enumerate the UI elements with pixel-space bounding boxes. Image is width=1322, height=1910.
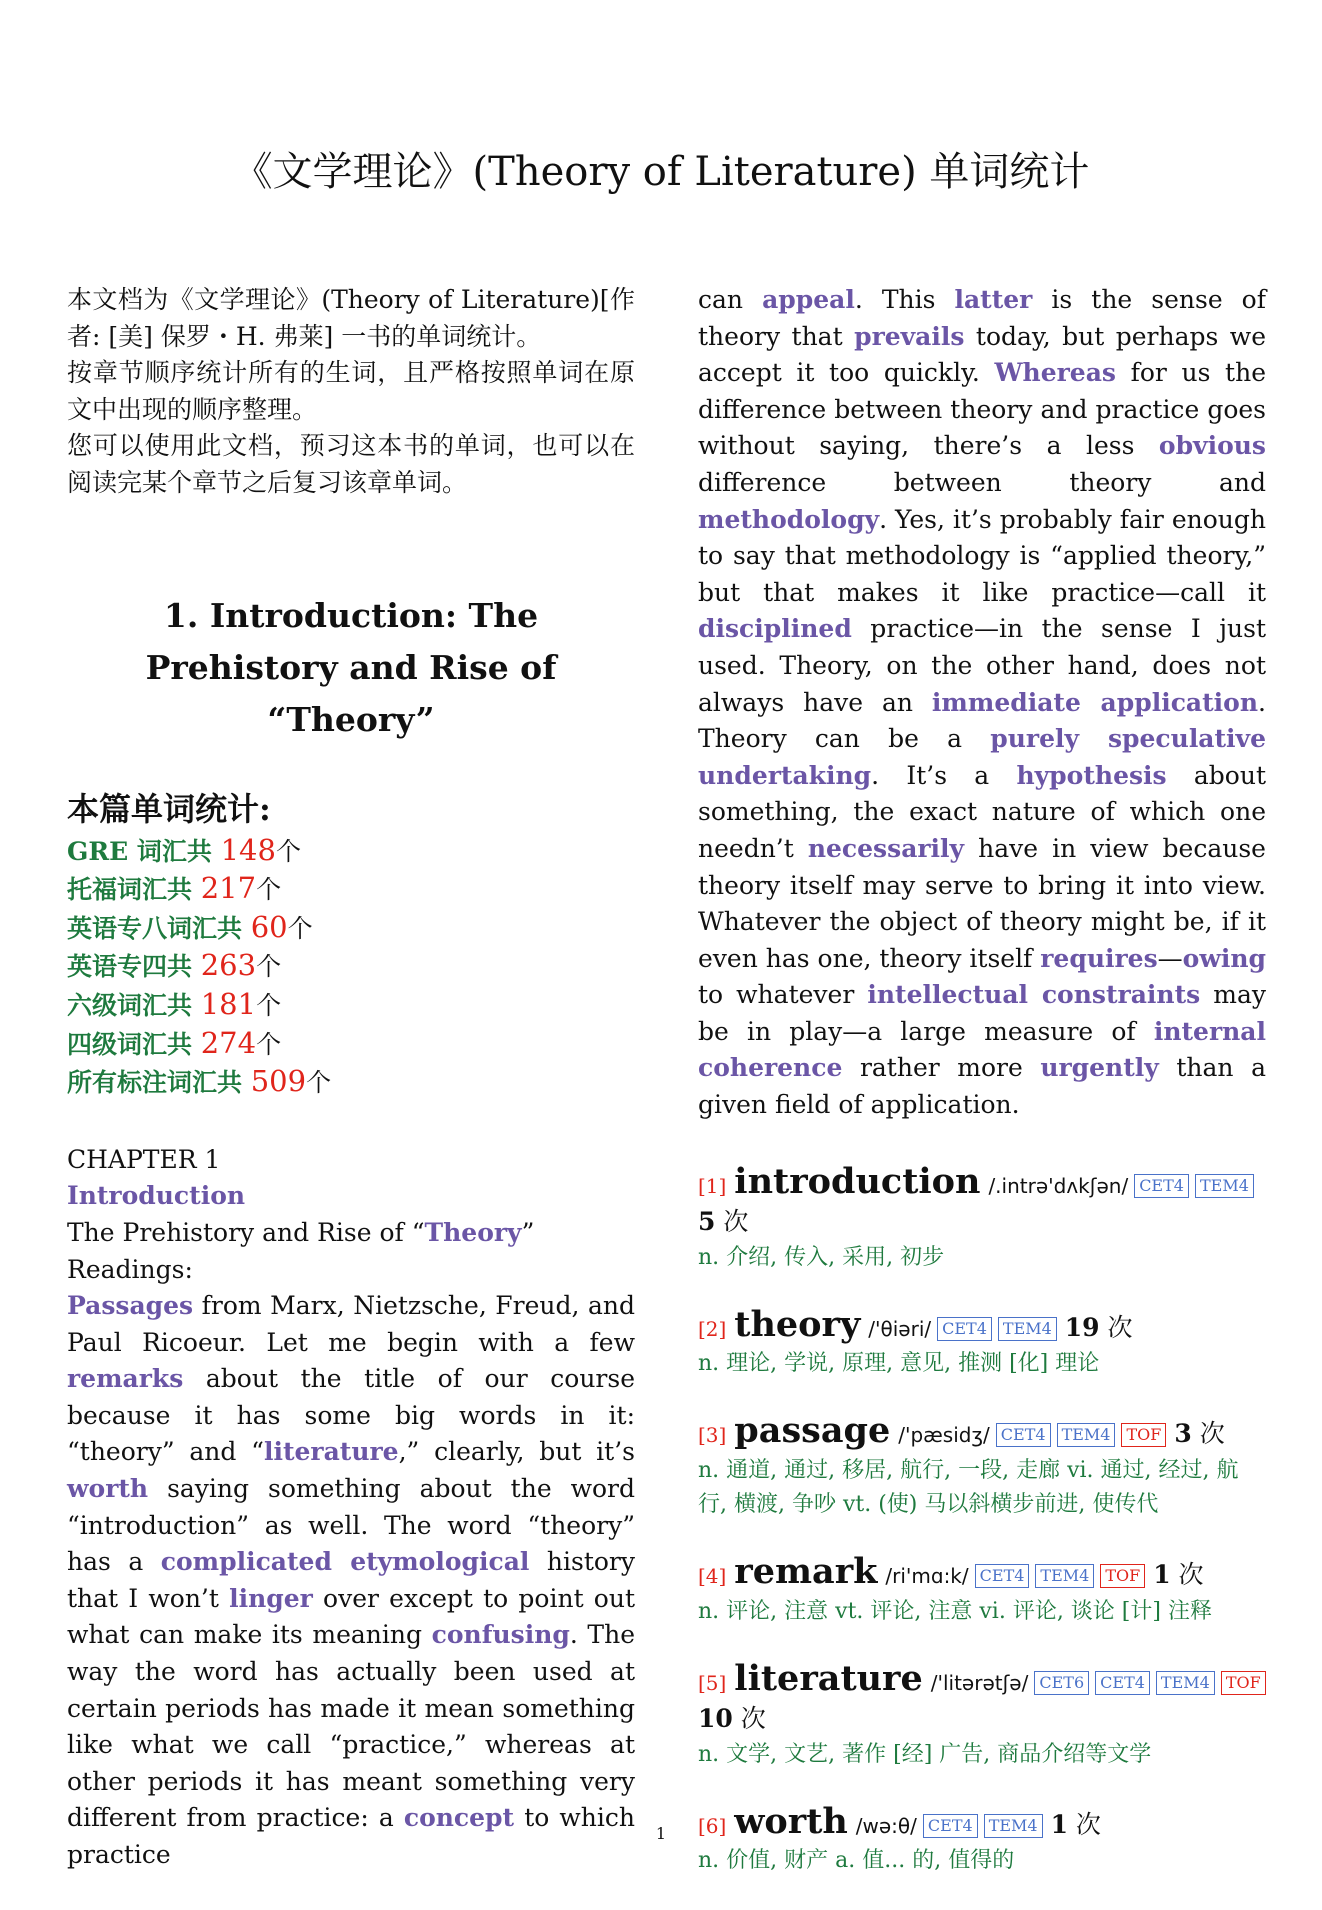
passage-text: today, but perhaps we accept it too quickly.: [698, 321, 1266, 388]
vocab-word: introduction: [734, 1160, 981, 1202]
passage-left: [67, 1288, 635, 1874]
vocab-word: remark: [734, 1551, 878, 1593]
section-heading: 1. Introduction: The Prehistory and Rise of “Theory”: [145, 595, 557, 739]
passage-right: [698, 282, 1266, 1124]
stat-row: [67, 1063, 635, 1102]
vocab-count: 5: [698, 1207, 716, 1237]
vocab-index: [5]: [698, 1670, 727, 1695]
passage-text: over except to point out what can make its meaning: [67, 1583, 636, 1650]
vocab-word: passage: [734, 1410, 891, 1452]
vocab-definition: n. 通道, 通过, 移居, 航行, 一段, 走廊 vi. 通过, 经过, 航行, 横渡, 争吵 vt. (使) 马以斜横步前进, 使传代: [698, 1458, 1239, 1518]
vocab-definition: n. 文学, 文艺, 著作 [经] 广告, 商品介绍等文学: [698, 1741, 1152, 1767]
vocab-tag: TOF: [1221, 1671, 1266, 1695]
passage-text: . It’s a: [871, 760, 1017, 790]
vocab-count-unit: 次: [740, 1704, 766, 1734]
vocab-word: worth: [734, 1800, 848, 1842]
vocab-entry: [698, 1551, 1266, 1629]
highlighted-word: Passages: [67, 1291, 194, 1321]
vocab-head: [698, 1160, 1266, 1241]
passage-text: history that I won’t: [67, 1547, 635, 1613]
highlighted-word: concept: [403, 1803, 515, 1833]
stat-unit: 个: [306, 1068, 332, 1098]
vocab-tag: TEM4: [1195, 1174, 1254, 1198]
highlighted-word: prevails: [854, 321, 965, 351]
stat-label: 托福词汇共: [67, 875, 201, 905]
vocab-tag: CET6: [1034, 1671, 1089, 1695]
highlighted-word: methodology: [698, 504, 880, 534]
highlighted-word: latter: [954, 285, 1033, 314]
stat-label: 英语专八词汇共: [67, 913, 251, 943]
stat-count: 263: [200, 948, 257, 983]
stat-row: [67, 986, 635, 1025]
stat-label: 六级词汇共: [67, 990, 201, 1020]
passage-text: about something, the exact nature of which one needn’t: [698, 760, 1266, 863]
passage-text: . This: [854, 285, 955, 314]
vocab-head: [698, 1303, 1266, 1348]
vocab-list: [698, 1160, 1266, 1879]
highlighted-word: internal coherence: [698, 1016, 1266, 1083]
passage-text: may be in play—a large measure of: [698, 980, 1267, 1046]
right-column: [698, 282, 1266, 1910]
passage-text: to which practice: [67, 1803, 635, 1869]
vocab-tag: TEM4: [1057, 1423, 1116, 1447]
highlighted-word: urgently: [1040, 1053, 1159, 1083]
vocab-tag: TEM4: [998, 1317, 1057, 1341]
passage-text: . Theory can be a: [698, 687, 1266, 754]
passage-text: —: [1157, 943, 1183, 973]
vocab-phonetic: /'pæsidʒ/: [898, 1423, 990, 1448]
vocab-entry: [698, 1160, 1266, 1275]
passage-text: have in view because theory itself may serve to bring it into view. Whatever the object of theory might be, if it even has one, theory itself: [698, 833, 1266, 973]
vocab-tag: CET4: [975, 1564, 1030, 1588]
passage-text: to whatever: [698, 980, 868, 1010]
vocab-word: theory: [734, 1303, 861, 1345]
vocab-index: [4]: [698, 1564, 727, 1589]
stat-row: [67, 909, 635, 948]
stat-unit: 个: [256, 1029, 282, 1059]
stat-unit: 个: [275, 836, 301, 866]
vocab-count-unit: 次: [723, 1207, 749, 1237]
highlighted-word: necessarily: [807, 833, 965, 863]
stat-count: 274: [200, 1025, 257, 1060]
left-column: [67, 282, 635, 1874]
chapter-name: Introduction: [67, 1181, 246, 1211]
stat-row: [67, 832, 635, 871]
vocab-phonetic: /'θiəri/: [868, 1316, 932, 1341]
vocab-count: 1: [1153, 1560, 1171, 1590]
highlighted-word: immediate application: [931, 687, 1259, 717]
vocab-index: [2]: [698, 1316, 727, 1341]
vocab-definition: n. 评论, 注意 vt. 评论, 注意 vi. 评论, 谈论 [计] 注释: [698, 1598, 1212, 1624]
passage-text: rather more: [842, 1053, 1041, 1083]
stat-label: 所有标注词汇共: [67, 1068, 251, 1098]
vocab-tag: CET4: [1134, 1174, 1189, 1198]
highlighted-word: literature: [263, 1437, 399, 1467]
highlighted-word: worth: [67, 1474, 149, 1504]
highlighted-word: remarks: [67, 1364, 184, 1394]
intro-paragraph: 您可以使用此文档，预习这本书的单词，也可以在阅读完某个章节之后复习该章单词。: [67, 431, 635, 497]
stat-unit: 个: [256, 875, 282, 905]
vocab-tag: CET4: [996, 1423, 1051, 1447]
highlighted-word: Whereas: [994, 358, 1116, 388]
vocab-entry: [698, 1410, 1266, 1522]
passage-text: from Marx, Nietzsche, Freud, and Paul Ricoeur.: [67, 1291, 635, 1357]
vocab-count: 3: [1174, 1419, 1192, 1449]
vocab-tag: CET4: [937, 1317, 992, 1341]
vocab-tag: TOF: [1121, 1423, 1166, 1447]
vocab-tag: TEM4: [1156, 1671, 1215, 1695]
stat-count: 181: [200, 986, 257, 1021]
stat-count: 148: [220, 832, 276, 867]
intro-paragraph: 按章节顺序统计所有的生词，且严格按照单词在原文中出现的顺序整理。: [67, 358, 635, 424]
chapter-label: CHAPTER 1: [67, 1144, 221, 1174]
vocab-count-unit: 次: [1107, 1312, 1133, 1342]
stats-title: 本篇单词统计:: [67, 789, 271, 828]
vocab-count: 1: [1050, 1809, 1068, 1839]
stat-count: 60: [250, 909, 288, 944]
vocab-head: [698, 1551, 1266, 1595]
passage-text: can: [698, 285, 763, 314]
passage-text: is the sense of theory that: [698, 285, 1266, 351]
stat-label: GRE 词汇共: [67, 836, 221, 866]
passage-text: practice—in the sense I just used. Theory, on the other hand, does not always have an: [698, 614, 1266, 717]
stat-label: 四级词汇共: [67, 1029, 201, 1059]
vocab-index: [6]: [698, 1813, 727, 1838]
stat-unit: 个: [287, 913, 313, 943]
vocab-definition: n. 介绍, 传入, 采用, 初步: [698, 1244, 945, 1270]
highlighted-word: obvious: [1158, 431, 1266, 461]
highlighted-word: hypothesis: [1016, 760, 1167, 790]
stat-row: [67, 947, 635, 986]
intro-block: [67, 282, 635, 502]
stat-label: 英语专四共: [67, 952, 201, 982]
vocab-phonetic: /'litərətʃə/: [930, 1670, 1029, 1695]
stat-row: [67, 870, 635, 909]
highlighted-word: purely speculative undertaking: [698, 724, 1266, 790]
highlighted-word: owing: [1182, 943, 1267, 973]
stats-list: [67, 832, 635, 1102]
stat-unit: 个: [256, 990, 282, 1020]
vocab-index: [3]: [698, 1423, 727, 1448]
passage-text: than a given field of application.: [698, 1053, 1267, 1120]
stat-row: [67, 1025, 635, 1064]
passage-text: about the title of our course because it has some big words in it: “theory” and “: [67, 1364, 635, 1467]
highlighted-word: linger: [229, 1583, 313, 1613]
document-title: 《文学理论》(Theory of Literature) 单词统计: [232, 149, 1090, 195]
passage-text: difference between theory and: [698, 467, 1266, 497]
vocab-phonetic: /wə:θ/: [855, 1813, 917, 1838]
highlighted-word: disciplined: [698, 614, 852, 644]
vocab-definition: n. 理论, 学说, 原理, 意见, 推测 [化] 理论: [698, 1351, 1100, 1377]
highlighted-word: appeal: [762, 285, 855, 314]
vocab-tag: TEM4: [984, 1814, 1043, 1838]
vocab-definition: n. 价值, 财产 a. 值... 的, 值得的: [698, 1848, 1015, 1874]
stat-count: 509: [250, 1064, 307, 1099]
vocab-tag: TEM4: [1035, 1564, 1094, 1588]
vocab-count-unit: 次: [1075, 1809, 1101, 1839]
vocab-count: 19: [1064, 1312, 1100, 1342]
stat-count: 217: [200, 871, 257, 906]
stat-unit: 个: [256, 952, 282, 982]
highlighted-word: confusing: [431, 1620, 570, 1650]
vocab-count-unit: 次: [1178, 1560, 1204, 1590]
page-number: 1: [655, 1824, 667, 1843]
vocab-tag: TOF: [1100, 1564, 1145, 1588]
passage-text: Let me begin with a few: [266, 1327, 635, 1357]
passage-text: . Yes, it’s probably fair enough to say that methodology is “applied theory,” but that makes it like practice—call it: [698, 504, 1266, 607]
highlighted-word: complicated etymological: [160, 1547, 530, 1577]
vocab-phonetic: /ri'mɑ:k/: [885, 1564, 969, 1589]
chapter-block: [67, 1142, 635, 1874]
vocab-count: 10: [698, 1704, 733, 1734]
vocab-head: [698, 1657, 1266, 1738]
vocab-tag: CET4: [923, 1814, 978, 1838]
vocab-index: [1]: [698, 1173, 727, 1198]
vocab-head: [698, 1410, 1266, 1454]
vocab-entry: [698, 1657, 1266, 1772]
intro-paragraph: 本文档为《文学理论》(Theory of Literature)[作者: [美] 保罗・H. 弗莱] 一书的单词统计。: [67, 285, 635, 351]
passage-text: . The way the word has actually been used at certain periods has made it mean something like what we call “practice,” whereas at other periods it has meant something very different from practice: a: [67, 1620, 636, 1833]
vocab-count-unit: 次: [1199, 1419, 1225, 1449]
readings-label: Readings:: [67, 1254, 193, 1284]
passage-text: ,” clearly, but it’s: [398, 1437, 635, 1467]
highlighted-word: requires: [1040, 943, 1158, 973]
vocab-entry: [698, 1303, 1266, 1382]
passage-text: for us the difference between theory and practice goes without saying, there’s a less: [698, 358, 1267, 461]
highlighted-word: intellectual constraints: [867, 980, 1201, 1010]
vocab-tag: CET4: [1095, 1671, 1150, 1695]
vocab-word: literature: [734, 1657, 923, 1699]
chapter-subtitle: The Prehistory and Rise of “Theory”: [67, 1217, 535, 1247]
vocab-phonetic: /.intrə'dʌkʃən/: [988, 1173, 1129, 1198]
passage-text: saying something about the word “introduction” as well. The word “theory” has a: [67, 1474, 635, 1577]
